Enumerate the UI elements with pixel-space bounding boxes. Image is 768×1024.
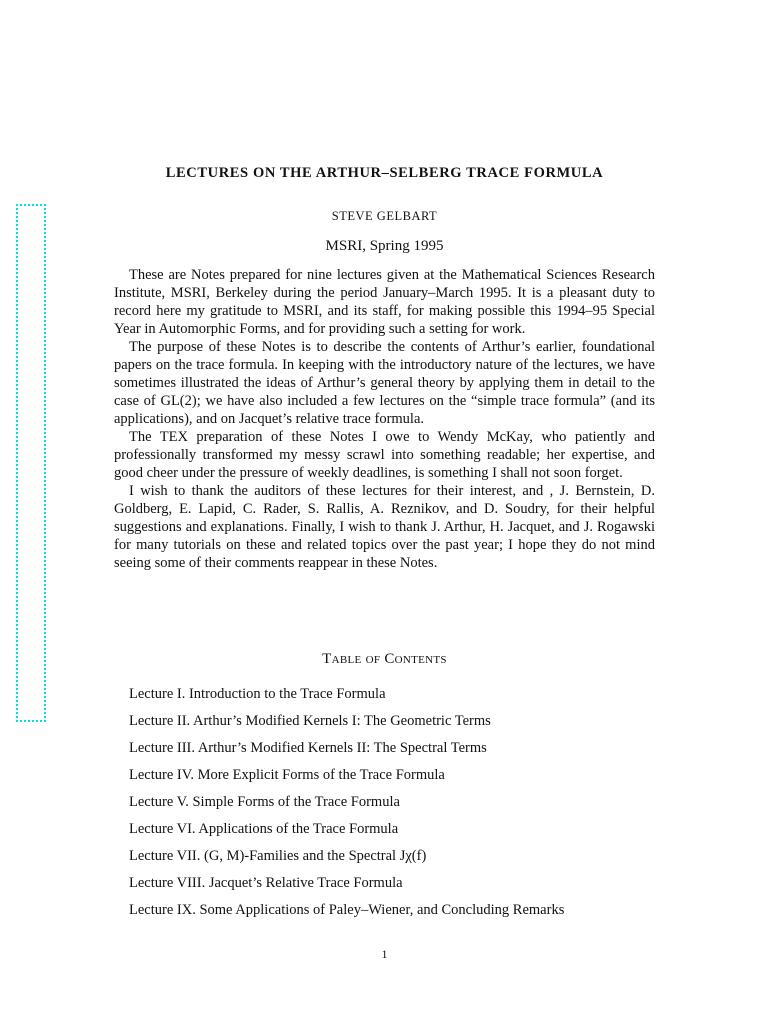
preface-text	[114, 266, 655, 572]
venue-line: MSRI, Spring 1995	[325, 238, 444, 254]
preface-paragraph: The TEX preparation of these Notes I owe to Wendy McKay, who patiently and professionally transformed my messy scrawl into something readable; her expertise, and good cheer under the pressure of weekly deadlines, is something I shall not soon forget.	[114, 429, 655, 481]
toc-entry-6: Lecture VI. Applications of the Trace Formula	[129, 821, 399, 837]
toc-heading: Table of Contents	[322, 651, 447, 667]
paper-title: LECTURES ON THE ARTHUR–SELBERG TRACE FORMULA	[165, 165, 604, 181]
page-number: 1	[381, 947, 388, 961]
toc-entry-3: Lecture III. Arthur’s Modified Kernels II: The Spectral Terms	[129, 740, 487, 756]
toc-entry-1: Lecture I. Introduction to the Trace Formula	[129, 686, 386, 702]
toc-entry-7: Lecture VII. (G, M)-Families and the Spectral Jχ(f)	[129, 848, 427, 864]
margin-annotation-box	[16, 204, 46, 722]
author-name: STEVE GELBART	[331, 209, 438, 223]
toc-entry-9: Lecture IX. Some Applications of Paley–Wiener, and Concluding Remarks	[129, 902, 565, 918]
toc-entry-8: Lecture VIII. Jacquet’s Relative Trace Formula	[129, 875, 403, 891]
preface-paragraph: The purpose of these Notes is to describe the contents of Arthur’s earlier, foundational papers on the trace formula. In keeping with the introductory nature of the lectures, we have sometimes illustrated the ideas of Arthur’s general theory by applying them in detail to the case of GL(2); we have also included a few lectures on the “simple trace formula” (and its applications), and on Jacquet’s relative trace formula.	[114, 339, 655, 427]
preface-paragraph: I wish to thank the auditors of these lectures for their interest, and , J. Bernstein, D. Goldberg, E. Lapid, C. Rader, S. Rallis, A. Reznikov, and D. Soudry, for their helpful suggestions and explanations. Finally, I wish to thank J. Arthur, H. Jacquet, and J. Rogawski for many tutorials on these and related topics over the past year; I hope they do not mind seeing some of their comments reappear in these Notes.	[114, 483, 655, 571]
toc-entry-5: Lecture V. Simple Forms of the Trace Formula	[129, 794, 400, 810]
toc-entry-4: Lecture IV. More Explicit Forms of the Trace Formula	[129, 767, 445, 783]
table-of-contents	[129, 684, 655, 927]
preface-paragraph: These are Notes prepared for nine lectures given at the Mathematical Sciences Research Institute, MSRI, Berkeley during the period January–March 1995. It is a pleasant duty to record here my gratitude to MSRI, and its staff, for making possible this 1994–95 Special Year in Automorphic Forms, and for providing such a setting for work.	[114, 267, 655, 337]
toc-entry-2: Lecture II. Arthur’s Modified Kernels I: The Geometric Terms	[129, 713, 491, 729]
